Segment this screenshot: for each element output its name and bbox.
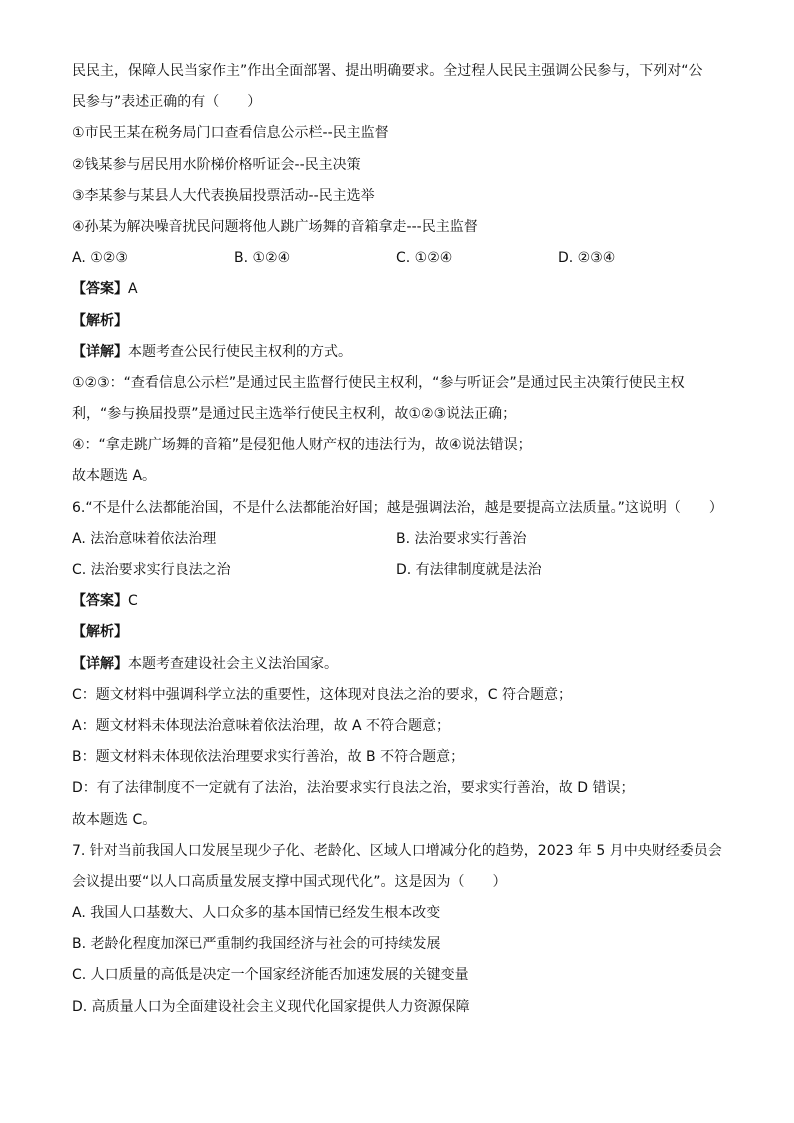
- q6-option-d: D. 有法律制度就是法治: [396, 562, 542, 578]
- q5-answer: [72, 280, 752, 298]
- q5-item-2: ②钱某参与居民用水阶梯价格听证会--民主决策: [72, 156, 361, 173]
- q6-option-a: A. 法治意味着依法治理: [72, 530, 217, 547]
- q5-detail: [72, 343, 752, 361]
- q6-option-c: C. 法治要求实行良法之治: [72, 562, 231, 578]
- detail-tag: 【详解】: [72, 343, 128, 360]
- q7-stem-line-2: 会议提出要“以人口高质量发展支撑中国式现代化”。这是因为（ ）: [72, 873, 507, 890]
- q5-stem-line-2: 民参与”表述正确的有（ ）: [72, 94, 262, 111]
- q5-item-4: ④孙某为解决噪音扰民问题将他人跳广场舞的音箱拿走---民主监督: [72, 218, 478, 235]
- q5-conclusion: 故本题选 A。: [72, 468, 157, 485]
- q6-conclusion: 故本题选 C。: [72, 811, 157, 828]
- q6-explanation-b: B：题文材料未体现依法治理要求实行善治，故 B 不符合题意；: [72, 749, 465, 766]
- q5-explanation-line-1: ①②③：“查看信息公示栏”是通过民主监督行使民主权利，“参与听证会”是通过民主决策行使民主权: [72, 374, 685, 391]
- q5-options: [72, 249, 752, 267]
- q6-explanation-d: D：有了法律制度不一定就有了法治，法治要求实行良法之治，要求实行善治，故 D 错误；: [72, 780, 635, 797]
- q5-stem-line-1: 民民主，保障人民当家作主”作出全面部署、提出明确要求。全过程人民民主强调公民参与，下列对“公: [72, 63, 703, 79]
- q6-stem: 6.“不是什么法都能治国，不是什么法都能治好国；越是强调法治，越是要提高立法质量。”这说明（ ）: [72, 499, 723, 516]
- q7-option-b: B. 老龄化程度加深已严重制约我国经济与社会的可持续发展: [72, 936, 441, 953]
- detail-text: 本题考查建设社会主义法治国家。: [128, 655, 338, 672]
- q7-option-d: D. 高质量人口为全面建设社会主义现代化国家提供人力资源保障: [72, 998, 470, 1015]
- q5-option-b: B. ①②④: [234, 250, 291, 267]
- detail-tag: 【详解】: [72, 655, 128, 672]
- q5-option-d: D. ②③④: [558, 250, 616, 267]
- q6-explanation-a: A：题文材料未体现法治意味着依法治理，故 A 不符合题意；: [72, 717, 451, 734]
- q5-option-c: C. ①②④: [396, 250, 453, 267]
- answer-tag: 【答案】: [72, 281, 128, 298]
- q5-explanation-line-2: 利，“参与换届投票”是通过民主选举行使民主权利，故①②③说法正确；: [72, 406, 517, 423]
- detail-text: 本题考查公民行使民主权利的方式。: [128, 343, 352, 360]
- q6-options-row-1: [72, 530, 752, 548]
- answer-tag: 【答案】: [72, 593, 128, 610]
- exam-page: [72, 62, 752, 1029]
- q5-explanation-line-3: ④：“拿走跳广场舞的音箱”是侵犯他人财产权的违法行为，故④说法错误；: [72, 437, 532, 454]
- q7-option-a: A. 我国人口基数大、人口众多的基本国情已经发生根本改变: [72, 905, 441, 922]
- answer-value: C: [128, 593, 138, 610]
- q6-options-row-2: [72, 561, 752, 579]
- q6-option-b: B. 法治要求实行善治: [396, 530, 527, 547]
- q6-detail: [72, 655, 752, 673]
- analysis-tag: 【解析】: [72, 624, 128, 641]
- q6-explanation-c: C：题文材料中强调科学立法的重要性，这体现对良法之治的要求，C 符合题意；: [72, 686, 572, 703]
- q5-option-a: A. ①②③: [72, 250, 128, 267]
- q5-item-1: ①市民王某在税务局门口查看信息公示栏--民主监督: [72, 125, 389, 142]
- q5-item-3: ③李某参与某县人大代表换届投票活动--民主选举: [72, 187, 375, 204]
- q5-analysis: [72, 312, 752, 330]
- q7-stem-line-1: 7. 针对当前我国人口发展呈现少子化、老龄化、区域人口增减分化的趋势，2023 年 5 月中央财经委员会: [72, 842, 722, 859]
- answer-value: A: [128, 281, 138, 298]
- q7-option-c: C. 人口质量的高低是决定一个国家经济能否加速发展的关键变量: [72, 967, 469, 984]
- q6-analysis: [72, 623, 752, 641]
- analysis-tag: 【解析】: [72, 312, 128, 329]
- q6-answer: [72, 592, 752, 610]
